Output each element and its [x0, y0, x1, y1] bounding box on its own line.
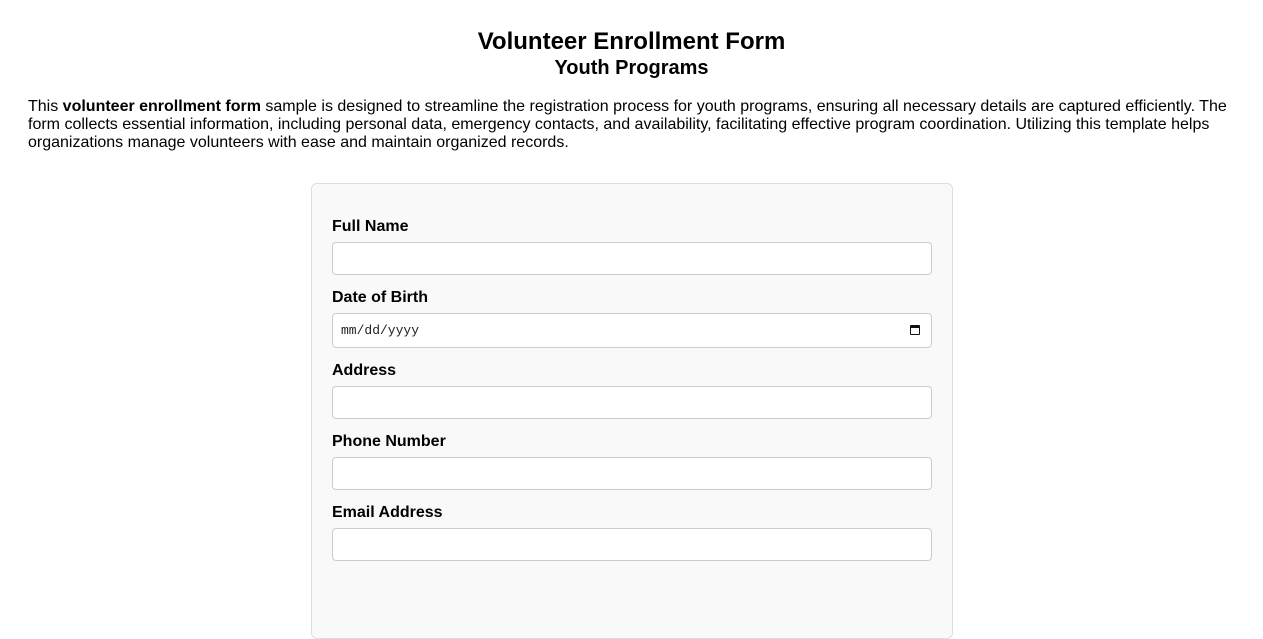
full-name-label: Full Name — [332, 218, 409, 235]
address-label: Address — [332, 362, 397, 379]
calendar-icon[interactable] — [910, 325, 920, 335]
enrollment-form — [311, 183, 953, 639]
phone-field — [332, 433, 932, 490]
dob-placeholder: mm/dd/yyyy — [341, 323, 420, 338]
phone-label: Phone Number — [332, 433, 446, 450]
email-input[interactable] — [332, 528, 932, 561]
dob-field — [332, 289, 932, 348]
full-name-input[interactable] — [332, 242, 932, 275]
intro-paragraph — [28, 98, 1235, 152]
intro-bold: volunteer enrollment form — [62, 98, 261, 115]
intro-text-rest: sample is designed to streamline the registration process for youth programs, ensuring all necessary details are captured efficiently. The form collects essential information, including personal data, emergency contacts, and availability, facilitating effective program coordination. Utilizing this template helps organizations manage volunteers with ease and maintain organized records. — [28, 98, 1227, 151]
intro-text: This — [28, 98, 63, 115]
dob-input[interactable] — [332, 313, 932, 348]
page-subtitle: Youth Programs — [554, 57, 709, 79]
phone-input[interactable] — [332, 457, 932, 490]
dob-label: Date of Birth — [332, 289, 428, 306]
email-field — [332, 504, 932, 561]
address-field — [332, 362, 932, 419]
email-label: Email Address — [332, 504, 443, 521]
address-input[interactable] — [332, 386, 932, 419]
page-title: Volunteer Enrollment Form — [477, 28, 786, 55]
full-name-field — [332, 218, 932, 275]
